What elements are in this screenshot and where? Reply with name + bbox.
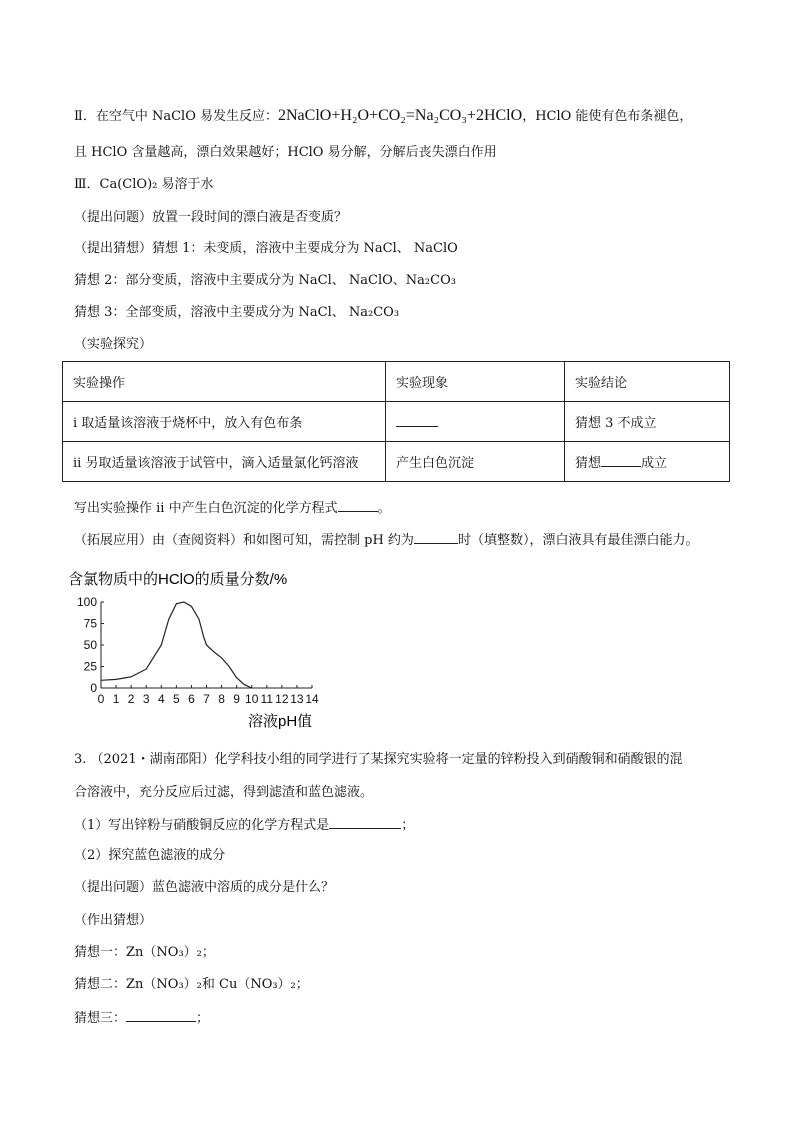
prompt-text: 写出实验操作 ii 中产生白色沉淀的化学方程式 (74, 501, 338, 516)
x-tick-label: 6 (188, 692, 195, 706)
prompt-text: 猜想三： (74, 1011, 127, 1026)
x-tick-label: 1 (112, 692, 120, 706)
y-tick-label: 50 (83, 638, 97, 652)
hypothesis-2: 猜想 2：部分变质，溶液中主要成分为 NaCl、 NaClO、Na₂CO₃ (74, 273, 456, 288)
row1-conclusion: 猜想 3 不成立 (565, 402, 730, 442)
x-axis-label: 溶液pH值 (248, 713, 313, 730)
answer-blank[interactable] (126, 1008, 196, 1022)
row2-conclusion (565, 442, 730, 482)
x-tick-label: 8 (218, 692, 225, 706)
answer-blank[interactable] (601, 453, 641, 467)
question-3-part-1 (74, 815, 414, 835)
row2-phenomenon: 产生白色沉淀 (386, 442, 565, 482)
y-tick-label: 100 (76, 595, 97, 609)
x-tick-label: 5 (173, 692, 180, 706)
answer-blank[interactable] (329, 815, 401, 829)
prompt-text: 时（填整数），漂白液具有最佳漂白能力。 (457, 533, 699, 548)
header-conclusion: 实验结论 (565, 362, 730, 402)
experiment-table (62, 361, 730, 482)
experiment-heading: （实验探究） (74, 337, 153, 352)
application-line (74, 530, 698, 550)
question-3-problem: （提出问题）蓝色滤液中溶质的成分是什么？ (74, 880, 335, 895)
question-3-guess-heading: （作出猜想） (74, 913, 153, 928)
info-line-3: Ⅲ．Ca(ClO)₂ 易溶于水 (74, 177, 214, 192)
answer-blank[interactable] (396, 413, 438, 427)
guess-1: 猜想一：Zn（NO₃）₂； (74, 945, 215, 960)
question-3-line-2: 合溶液中，充分反应后过滤，得到滤渣和蓝色滤液。 (74, 785, 374, 800)
hclo-ph-chart (56, 566, 356, 736)
row1-operation: i 取适量该溶液于烧杯中，放入有色布条 (63, 402, 386, 442)
x-tick-label: 4 (157, 692, 165, 706)
header-operation: 实验操作 (63, 362, 386, 402)
table-row (63, 402, 730, 442)
prompt-text: ； (196, 1011, 210, 1026)
info-line-2 (74, 107, 692, 126)
y-tick-label: 75 (83, 616, 97, 631)
reaction-equation: 2NaClO+H₂O+CO₂=Na₂CO₃+2HClO (278, 107, 523, 124)
conclusion-suffix: 成立 (641, 456, 668, 471)
info-text: ，HClO 能使有色布条褪色， (522, 109, 693, 124)
conclusion-prefix: 猜想 (575, 456, 602, 471)
x-tick-label: 12 (275, 692, 289, 706)
prompt-text: ； (401, 818, 415, 833)
header-phenomenon: 实验现象 (386, 362, 565, 402)
y-tick-label: 25 (83, 659, 97, 674)
x-tick-label: 14 (305, 692, 319, 706)
question-3-part-2: （2）探究蓝色滤液的成分 (74, 848, 226, 863)
answer-blank[interactable] (338, 498, 378, 512)
equation-prompt (74, 498, 391, 518)
row1-phenomenon[interactable] (386, 402, 565, 442)
row2-operation: ii 另取适量该溶液于试管中，滴入适量氯化钙溶液 (63, 442, 386, 482)
x-tick-label: 2 (127, 692, 135, 706)
chart-title: 含氯物质中的HClO的质量分数/% (68, 571, 288, 588)
info-text: Ⅱ．在空气中 NaClO 易发生反应： (74, 109, 278, 124)
table-header-row (63, 362, 730, 402)
hypothesis-1: （提出猜想）猜想 1：未变质，溶液中主要成分为 NaCl、 NaClO (74, 241, 458, 256)
info-line-2b: 且 HClO 含量越高，漂白效果越好；HClO 易分解，分解后丧失漂白作用 (74, 145, 497, 160)
guess-2: 猜想二：Zn（NO₃）₂和 Cu（NO₃）₂； (74, 977, 309, 992)
prompt-text: （1）写出锌粉与硝酸铜反应的化学方程式是 (74, 818, 330, 833)
x-tick-label: 9 (233, 692, 240, 706)
prompt-text: 。 (377, 501, 391, 516)
guess-3 (74, 1008, 209, 1028)
question-line: （提出问题）放置一段时间的漂白液是否变质？ (74, 210, 348, 225)
x-tick-label: 13 (290, 692, 304, 706)
x-tick-label: 11 (260, 692, 274, 706)
answer-blank[interactable] (414, 530, 458, 544)
table-row (63, 442, 730, 482)
x-tick-label: 10 (245, 692, 259, 706)
y-tick-label: 0 (90, 681, 97, 695)
x-tick-label: 7 (203, 692, 210, 706)
hypothesis-3: 猜想 3：全部变质，溶液中主要成分为 NaCl、 Na₂CO₃ (74, 305, 400, 320)
x-tick-label: 0 (97, 692, 105, 706)
prompt-text: （拓展应用）由（查阅资料）和如图可知，需控制 pH 约为 (74, 533, 414, 548)
x-tick-label: 3 (142, 692, 150, 706)
question-3-line-1: 3. （2021・湖南邵阳）化学科技小组的同学进行了某探究实验将一定量的锌粉投入到硝酸铜和硝酸银的混 (74, 752, 683, 767)
data-series-line (101, 602, 252, 688)
